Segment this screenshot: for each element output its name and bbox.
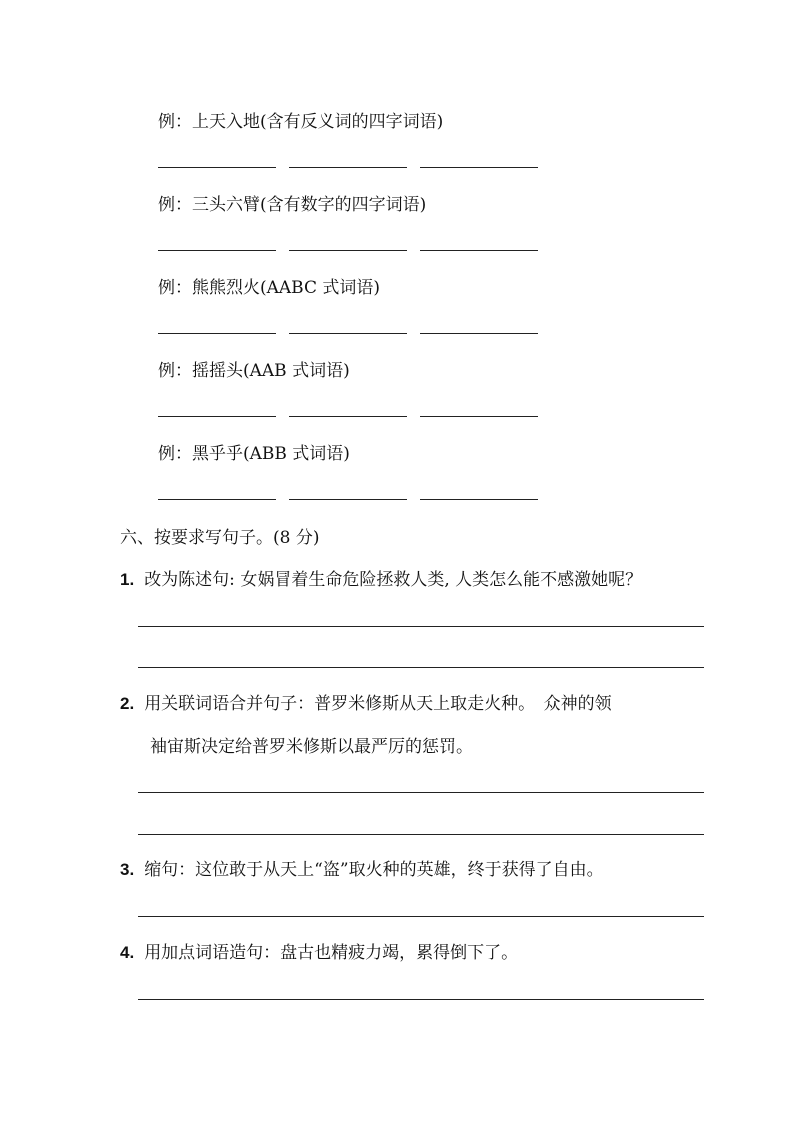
answer-blank-4-3[interactable] xyxy=(420,416,538,417)
example-prompt-3: 例：熊熊烈火(AABC 式词语) xyxy=(158,278,381,298)
example-prompt-5: 例：黑乎乎(ABB 式词语) xyxy=(158,444,350,464)
question-number: 4. xyxy=(120,943,135,962)
answer-line-2-2[interactable] xyxy=(138,834,704,835)
question-2 xyxy=(120,689,612,714)
question-number: 3. xyxy=(120,860,135,879)
answer-blank-1-2[interactable] xyxy=(289,167,407,168)
answer-line-2-1[interactable] xyxy=(138,792,704,793)
answer-blank-3-1[interactable] xyxy=(158,333,276,334)
answer-blank-4-1[interactable] xyxy=(158,416,276,417)
answer-line-1-2[interactable] xyxy=(138,667,704,668)
answer-blank-5-1[interactable] xyxy=(158,499,276,500)
question-number: 2. xyxy=(120,694,135,713)
answer-blank-5-3[interactable] xyxy=(420,499,538,500)
answer-blank-4-2[interactable] xyxy=(289,416,407,417)
question-2-continuation: 袖宙斯决定给普罗米修斯以最严厉的惩罚。 xyxy=(150,737,473,757)
answer-blank-1-1[interactable] xyxy=(158,167,276,168)
answer-blank-3-2[interactable] xyxy=(289,333,407,334)
question-number: 1. xyxy=(120,570,135,589)
answer-blank-2-2[interactable] xyxy=(289,250,407,251)
question-3 xyxy=(120,855,604,880)
example-prompt-1: 例：上天入地(含有反义词的四字词语) xyxy=(158,112,444,132)
answer-blank-2-3[interactable] xyxy=(420,250,538,251)
answer-line-1-1[interactable] xyxy=(138,626,704,627)
answer-blank-2-1[interactable] xyxy=(158,250,276,251)
example-prompt-2: 例：三头六臂(含有数字的四字词语) xyxy=(158,195,427,215)
question-text: 改为陈述句: 女娲冒着生命危险拯救人类, 人类怎么能不感激她呢？ xyxy=(144,570,643,590)
question-text: 用加点词语造句：盘古也精疲力竭，累得倒下了。 xyxy=(144,943,519,963)
answer-line-3-1[interactable] xyxy=(138,916,704,917)
example-prompt-4: 例：摇摇头(AAB 式词语) xyxy=(158,361,350,381)
answer-blank-1-3[interactable] xyxy=(420,167,538,168)
question-text: 用关联词语合并句子：普罗米修斯从天上取走火种。 众神的领 xyxy=(144,694,612,714)
question-1 xyxy=(120,565,642,590)
section-heading: 六、按要求写句子。(8 分) xyxy=(120,528,320,548)
question-text: 缩句：这位敢于从天上“盗”取火种的英雄，终于获得了自由。 xyxy=(144,860,604,880)
question-4 xyxy=(120,938,518,963)
answer-line-4-1[interactable] xyxy=(138,999,704,1000)
answer-blank-5-2[interactable] xyxy=(289,499,407,500)
answer-blank-3-3[interactable] xyxy=(420,333,538,334)
